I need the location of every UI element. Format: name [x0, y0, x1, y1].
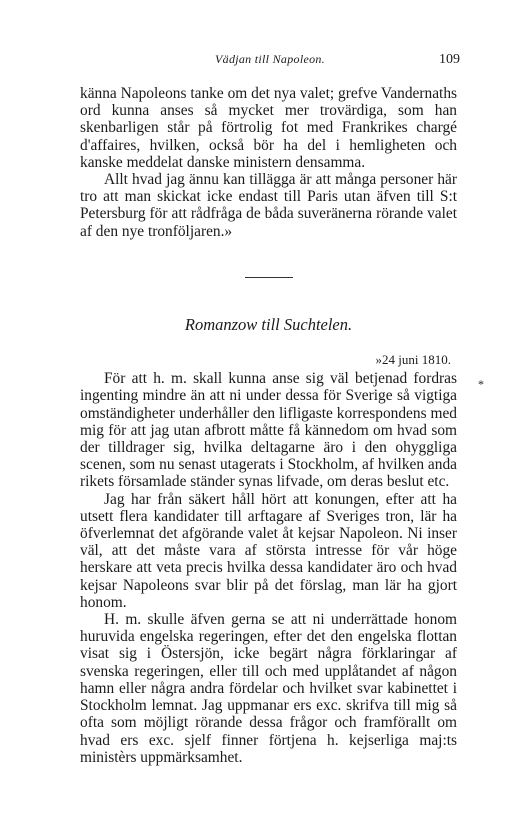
- section-divider: [245, 277, 293, 278]
- running-head: [80, 52, 460, 72]
- letter-paragraph: Jag har från säkert håll hört att konungen, efter att ha utsett flera kandidater till arftagare af Sveriges tron, lär ha öfverlemnat det afgörande valet åt kejsar Napoleon. Ni inser väl, att det måste vara af största intresse för vår höge herskare att veta precis hvilka dessa kandidater äro och hvad kejsar Napoleons svar blir på det förslag, man lär ha gjort honom.: [80, 490, 457, 611]
- letter-paragraph: H. m. skulle äfven gerna se att ni underrättade honom huruvida engelska regeringen, efter det den engelska flottan visat sig i Östersjön, icke begärt några förklaringar af svenska regeringen, eller till och med upplåtandet af någon hamn eller några andra fördelar och hvilket svar kabinettet i Stockholm lemnat. Jag uppmanar ers exc. skrifva till mig så ofta som möjligt rörande dessa frågor och framförallt om hvad ers exc. sjelf finner förtjena h. kejserliga maj:ts ministèrs uppmärksamhet.: [80, 611, 457, 766]
- margin-mark: *: [478, 377, 484, 391]
- body-text: [80, 85, 457, 766]
- letter-paragraph: För att h. m. skall kunna anse sig väl betjenad fordras ingenting mindre än att ni under dessa för Sverige så vigtiga omständigheter underhåller den lifligaste korrespondens med mig för att jag utan afbrott måtte få kännedom om hvad som der tilldrager sig, hvilka deltagarne äro i den ohyggliga scenen, som nu senast utagerats i Stockholm, af hvilken anda rikets församlade ständer synas lifvade, om deras beslut etc.: [80, 370, 457, 491]
- running-title: Vädjan till Napoleon.: [215, 52, 325, 66]
- letter-heading: Romanzow till Suchtelen.: [184, 314, 353, 334]
- paragraph-continuation: känna Napoleons tanke om det nya valet; grefve Vandernaths ord kunna anses så mycket mer trovärdiga, som han skenbarligen står på förtrolig fot med Frankrikes chargé d'affaires, hvilken, också bör ha del i hemligheten och kanske meddelat danske ministern densamma.: [80, 85, 457, 171]
- page-number: 109: [439, 52, 460, 67]
- paragraph: Allt hvad jag ännu kan tillägga är att många personer här tro att man skickat icke endast till Paris utan äfven till S:t Petersburg för att rådfråga de båda suveränerna rörande valet af den nye tronföljaren.»: [80, 171, 457, 240]
- letter-date: »24 juni 1810.: [375, 352, 451, 368]
